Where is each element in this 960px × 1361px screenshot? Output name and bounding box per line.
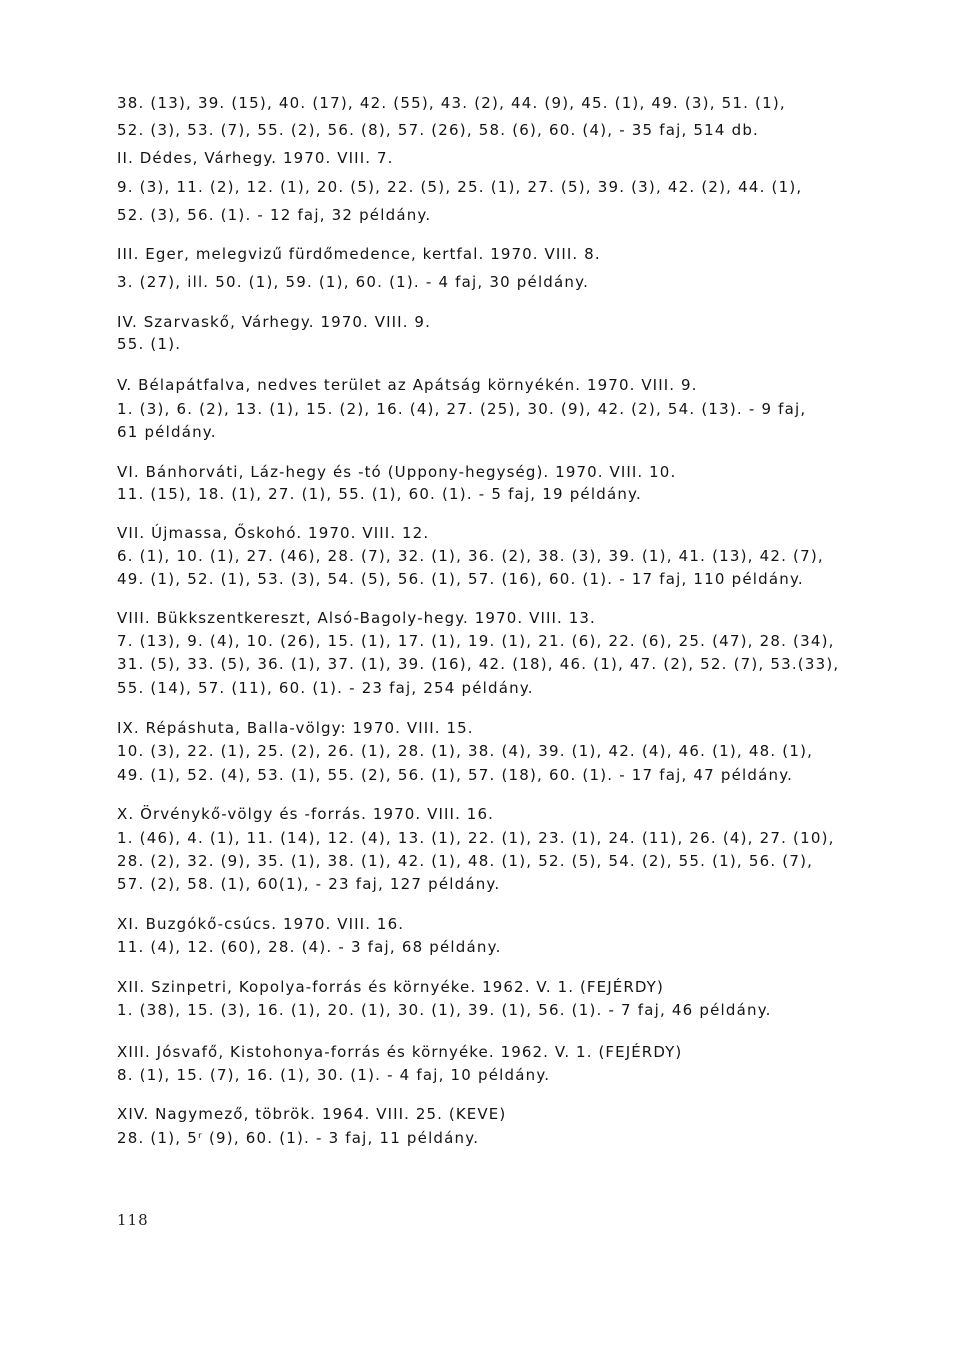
site-heading: XIV. Nagymező, töbrök. 1964. VIII. 25. (KEVE): [117, 1105, 507, 1123]
record-line: 52. (3), 56. (1). - 12 faj, 32 példány.: [117, 206, 432, 224]
site-heading: IX. Répáshuta, Balla-völgy: 1970. VIII. 15.: [117, 719, 474, 737]
site-heading: V. Bélapátfalva, nedves terület az Apátság környékén. 1970. VIII. 9.: [117, 376, 698, 394]
record-line: 11. (15), 18. (1), 27. (1), 55. (1), 60. (1). - 5 faj, 19 példány.: [117, 485, 642, 503]
record-line: 49. (1), 52. (4), 53. (1), 55. (2), 56. (1), 57. (18), 60. (1). - 17 faj, 47 példány.: [117, 766, 794, 784]
record-line: 61 példány.: [117, 423, 217, 441]
record-line: 3. (27), ill. 50. (1), 59. (1), 60. (1). - 4 faj, 30 példány.: [117, 273, 590, 291]
record-line: 6. (1), 10. (1), 27. (46), 28. (7), 32. (1), 36. (2), 38. (3), 39. (1), 41. (13), 42. (7),: [117, 547, 824, 565]
site-heading: XII. Szinpetri, Kopolya-forrás és környéke. 1962. V. 1. (FEJÉRDY): [117, 978, 664, 996]
record-line: 49. (1), 52. (1), 53. (3), 54. (5), 56. (1), 57. (16), 60. (1). - 17 faj, 110 példány.: [117, 570, 804, 588]
record-line: 57. (2), 58. (1), 60(1), - 23 faj, 127 példány.: [117, 875, 501, 893]
record-line: 1. (38), 15. (3), 16. (1), 20. (1), 30. (1), 39. (1), 56. (1). - 7 faj, 46 példány.: [117, 1001, 772, 1019]
record-line: 9. (3), 11. (2), 12. (1), 20. (5), 22. (5), 25. (1), 27. (5), 39. (3), 42. (2), 44. (1),: [117, 178, 803, 196]
record-line: 52. (3), 53. (7), 55. (2), 56. (8), 57. (26), 58. (6), 60. (4), - 35 faj, 514 db.: [117, 121, 760, 139]
site-heading: VI. Bánhorváti, Láz-hegy és -tó (Uppony-hegység). 1970. VIII. 10.: [117, 463, 677, 481]
record-line: 55. (14), 57. (11), 60. (1). - 23 faj, 254 példány.: [117, 679, 534, 697]
page-number: 118: [117, 1211, 149, 1229]
record-line: 31. (5), 33. (5), 36. (1), 37. (1), 39. (16), 42. (18), 46. (1), 47. (2), 52. (7), 53.(33),: [117, 655, 840, 673]
record-line: 7. (13), 9. (4), 10. (26), 15. (1), 17. (1), 19. (1), 21. (6), 22. (6), 25. (47), 28. (34),: [117, 632, 835, 650]
record-line: 28. (1), 5ʳ (9), 60. (1). - 3 faj, 11 példány.: [117, 1129, 480, 1147]
site-heading: VII. Újmassa, Őskohó. 1970. VIII. 12.: [117, 524, 430, 542]
site-heading: XIII. Jósvafő, Kistohonya-forrás és környéke. 1962. V. 1. (FEJÉRDY): [117, 1043, 683, 1061]
record-line: 11. (4), 12. (60), 28. (4). - 3 faj, 68 példány.: [117, 938, 502, 956]
site-heading: VIII. Bükkszentkereszt, Alsó-Bagoly-hegy. 1970. VIII. 13.: [117, 609, 596, 627]
site-heading: XI. Buzgókő-csúcs. 1970. VIII. 16.: [117, 915, 405, 933]
site-heading: II. Dédes, Várhegy. 1970. VIII. 7.: [117, 149, 394, 167]
record-line: 8. (1), 15. (7), 16. (1), 30. (1). - 4 faj, 10 példány.: [117, 1066, 551, 1084]
site-heading: III. Eger, melegvizű fürdőmedence, kertfal. 1970. VIII. 8.: [117, 245, 601, 263]
record-line: 28. (2), 32. (9), 35. (1), 38. (1), 42. (1), 48. (1), 52. (5), 54. (2), 55. (1), 56. (7),: [117, 852, 814, 870]
record-line: 10. (3), 22. (1), 25. (2), 26. (1), 28. (1), 38. (4), 39. (1), 42. (4), 46. (1), 48. (1),: [117, 742, 814, 760]
record-line: 1. (3), 6. (2), 13. (1), 15. (2), 16. (4), 27. (25), 30. (9), 42. (2), 54. (13). - 9 faj,: [117, 400, 807, 418]
record-line: 1. (46), 4. (1), 11. (14), 12. (4), 13. (1), 22. (1), 23. (1), 24. (11), 26. (4), 27. (10),: [117, 829, 835, 847]
site-heading: X. Örvénykő-völgy és -forrás. 1970. VIII. 16.: [117, 805, 494, 823]
record-line: 55. (1).: [117, 335, 182, 353]
site-heading: IV. Szarvaskő, Várhegy. 1970. VIII. 9.: [117, 313, 431, 331]
record-line: 38. (13), 39. (15), 40. (17), 42. (55), 43. (2), 44. (9), 45. (1), 49. (3), 51. (1),: [117, 94, 786, 112]
